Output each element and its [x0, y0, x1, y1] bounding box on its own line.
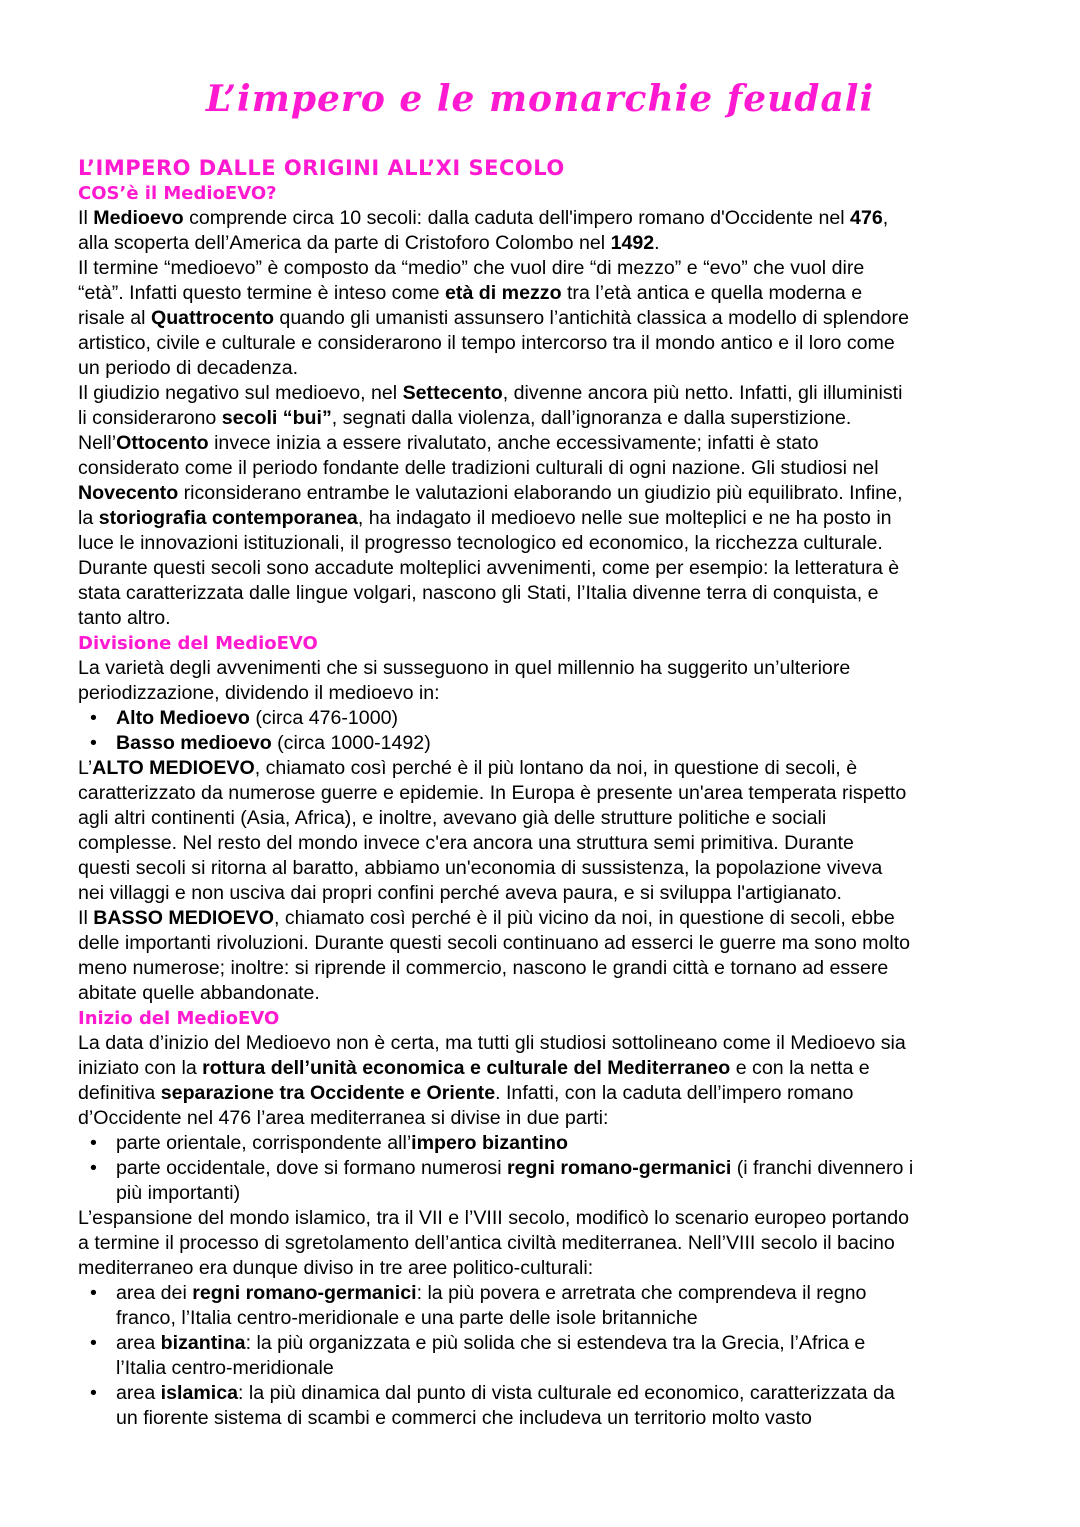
text: . Infatti, con la caduta dell’impero romano [495, 1082, 854, 1104]
bold-text: bizantina [160, 1332, 246, 1354]
text-line [78, 381, 1038, 406]
text: Il [78, 207, 94, 229]
text: complesse. Nel resto del mondo invece c'era ancora una struttura semi primitiva. Durante [78, 832, 854, 854]
text: agli altri continenti (Asia, Africa), e inoltre, avevano già delle strutture politiche e sociali [78, 807, 827, 829]
text-line [78, 856, 1038, 881]
bold-text: separazione tra Occidente e Oriente [160, 1082, 496, 1104]
text: la [78, 507, 99, 529]
text: , chiamato così perché è il più lontano da noi, in questione di secoli, è [254, 757, 858, 779]
bullet-continuation [78, 1181, 1038, 1206]
text-line [78, 406, 1038, 431]
section-heading [78, 156, 1038, 181]
subsection-heading [78, 181, 1038, 206]
bold-text: Settecento [402, 382, 503, 404]
bold-text: Novecento [78, 482, 179, 504]
text: li considerarono [78, 407, 222, 429]
bold-text: 476 [850, 207, 883, 229]
text-line [78, 956, 1038, 981]
text: comprende circa 10 secoli: dalla caduta dell'impero romano d'Occidente nel [183, 207, 851, 229]
text: Divisione del MedioEVO [78, 633, 318, 654]
text-line [78, 456, 1038, 481]
bullet-continuation [78, 1306, 1038, 1331]
text-line [78, 1106, 1038, 1131]
bold-text: Ottocento [116, 432, 209, 454]
text-line [78, 906, 1038, 931]
bold-text: impero bizantino [411, 1132, 568, 1154]
text-line [78, 581, 1038, 606]
text: Nell’ [78, 432, 117, 454]
bold-text: islamica [160, 1382, 239, 1404]
text: più importanti) [116, 1182, 241, 1204]
text: Il termine “medioevo” è composto da “medio” che vuol dire “di mezzo” e “evo” che vuol dire [78, 257, 865, 279]
text: (i franchi divennero i [731, 1157, 914, 1179]
text: caratterizzato da numerose guerre e epidemie. In Europa è presente un'area temperata rispetto [78, 782, 907, 804]
text: mediterraneo era dunque diviso in tre aree politico-culturali: [78, 1257, 594, 1279]
bold-text: storiografia contemporanea [98, 507, 358, 529]
text: L’IMPERO DALLE ORIGINI ALL’XI SECOLO [78, 156, 565, 180]
text: , divenne ancora più netto. Infatti, gli illuministi [502, 382, 903, 404]
text: questi secoli si ritorna al baratto, abbiamo un'economia di sussistenza, la popolazione viveva [78, 857, 883, 879]
bold-text: regni romano-germanici [507, 1157, 732, 1179]
subsection-heading [78, 1006, 1038, 1031]
text-line [78, 1256, 1038, 1281]
page-title: L’impero e le monarchie feudali [205, 78, 875, 120]
document-body [78, 156, 1038, 1431]
bold-text: Medioevo [93, 207, 184, 229]
bold-text: età di mezzo [445, 282, 562, 304]
text: quando gli umanisti assunsero l’antichità classica a modello di splendore [273, 307, 909, 329]
text-line [78, 681, 1038, 706]
text: meno numerose; inoltre: si riprende il commercio, nascono le grandi città e tornano ad essere [78, 957, 889, 979]
text: (circa 476-1000) [249, 707, 399, 729]
text: iniziato con la [78, 1057, 203, 1079]
bullet-item [78, 1131, 1038, 1156]
bold-text: rottura dell’unità economica e culturale del Mediterraneo [202, 1057, 731, 1079]
text-line [78, 756, 1038, 781]
bullet-item [78, 1381, 1038, 1406]
text: (circa 1000-1492) [271, 732, 431, 754]
text: area dei [116, 1282, 193, 1304]
text: Il [78, 907, 94, 929]
text: risale al [78, 307, 151, 329]
text-line [78, 981, 1038, 1006]
text-line [78, 481, 1038, 506]
text: riconsiderano entrambe le valutazioni elaborando un giudizio più equilibrato. Infine, [178, 482, 903, 504]
text-line [78, 781, 1038, 806]
text: definitiva [78, 1082, 161, 1104]
bold-text: 1492 [610, 232, 655, 254]
text: : la più povera e arretrata che comprendeva il regno [416, 1282, 867, 1304]
text: Durante questi secoli sono accadute molteplici avvenimenti, come per esempio: la letteratura è [78, 557, 900, 579]
bullet-item [78, 706, 1038, 731]
bold-text: BASSO MEDIOEVO [93, 907, 274, 929]
text: abitate quelle abbandonate. [78, 982, 320, 1004]
text: stata caratterizzata dalle lingue volgari, nascono gli Stati, l’Italia divenne terra di conquista, e [78, 582, 879, 604]
text-line [78, 831, 1038, 856]
text: Il giudizio negativo sul medioevo, nel [78, 382, 403, 404]
text: “età”. Infatti questo termine è inteso come [78, 282, 446, 304]
text: : la più dinamica dal punto di vista culturale ed economico, caratterizzata da [238, 1382, 895, 1404]
text-line [78, 306, 1038, 331]
text: L’espansione del mondo islamico, tra il VII e l’VIII secolo, modificò lo scenario europeo portando [78, 1207, 910, 1229]
text: parte occidentale, dove si formano numerosi [116, 1157, 507, 1179]
text: , [882, 207, 889, 229]
text: Inizio del MedioEVO [78, 1008, 280, 1029]
bold-text: regni romano-germanici [192, 1282, 417, 1304]
text: un periodo di decadenza. [78, 357, 299, 379]
text: , ha indagato il medioevo nelle sue molteplici e ne ha posto in [357, 507, 892, 529]
text-line [78, 931, 1038, 956]
text-line [78, 356, 1038, 381]
text-line [78, 806, 1038, 831]
bullet-item [78, 1281, 1038, 1306]
text: tra l’età antica e quella moderna e [561, 282, 863, 304]
text: L’ [78, 757, 93, 779]
text: considerato come il periodo fondante delle tradizioni culturali di ogni nazione. Gli studiosi nel [78, 457, 879, 479]
bullet-item [78, 1331, 1038, 1356]
text-line [78, 281, 1038, 306]
text: area [116, 1382, 161, 1404]
text: franco, l’Italia centro-meridionale e una parte delle isole britanniche [116, 1307, 698, 1329]
bold-text: ALTO MEDIOEVO [92, 757, 255, 779]
text-line [78, 1231, 1038, 1256]
bullet-continuation [78, 1406, 1038, 1431]
text: invece inizia a essere rivalutato, anche eccessivamente; infatti è stato [208, 432, 819, 454]
text: artistico, civile e culturale e considerarono il tempo intercorso tra il mondo antico e il loro come [78, 332, 895, 354]
text-line [78, 531, 1038, 556]
text-line [78, 1056, 1038, 1081]
text: tanto altro. [78, 607, 171, 629]
text: l’Italia centro-meridionale [116, 1357, 334, 1379]
text: La data d’inizio del Medioevo non è certa, ma tutti gli studiosi sottolineano come il Medioevo sia [78, 1032, 906, 1054]
text: delle importanti rivoluzioni. Durante questi secoli continuano ad esserci le guerre ma sono molto [78, 932, 911, 954]
bold-text: secoli “bui” [221, 407, 332, 429]
text: a termine il processo di sgretolamento dell’antica civiltà mediterranea. Nell’VIII secolo il bacino [78, 1232, 895, 1254]
bold-text: Alto Medioevo [116, 707, 250, 729]
text-line [78, 231, 1038, 256]
bold-text: Quattrocento [150, 307, 274, 329]
text-line [78, 1081, 1038, 1106]
text-line [78, 331, 1038, 356]
text-line [78, 606, 1038, 631]
subsection-heading [78, 631, 1038, 656]
text: nei villaggi e non usciva dai propri confini perché aveva paura, e si sviluppa l'artigianato. [78, 882, 842, 904]
bold-text: Basso medioevo [116, 732, 272, 754]
bullet-item [78, 731, 1038, 756]
bullet-item [78, 1156, 1038, 1181]
text: periodizzazione, dividendo il medioevo in: [78, 682, 440, 704]
text: alla scoperta dell’America da parte di Cristoforo Colombo nel [78, 232, 611, 254]
text: area [116, 1332, 161, 1354]
text-line [78, 556, 1038, 581]
text-line [78, 881, 1038, 906]
text-line [78, 1031, 1038, 1056]
text-line [78, 206, 1038, 231]
text-line [78, 1206, 1038, 1231]
text: luce le innovazioni istituzionali, il progresso tecnologico ed economico, la ricchezza culturale. [78, 532, 883, 554]
text-line [78, 431, 1038, 456]
text: un fiorente sistema di scambi e commerci che includeva un territorio molto vasto [116, 1407, 812, 1429]
text: : la più organizzata e più solida che si estendeva tra la Grecia, l’Africa e [245, 1332, 866, 1354]
text: , chiamato così perché è il più vicino da noi, in questione di secoli, ebbe [273, 907, 895, 929]
text: La varietà degli avvenimenti che si susseguono in quel millennio ha suggerito un’ulteriore [78, 657, 851, 679]
text: e con la netta e [730, 1057, 870, 1079]
text: d’Occidente nel 476 l’area mediterranea si divise in due parti: [78, 1107, 609, 1129]
text: , segnati dalla violenza, dall’ignoranza e dalla superstizione. [331, 407, 852, 429]
bullet-continuation [78, 1356, 1038, 1381]
text-line [78, 506, 1038, 531]
text-line [78, 256, 1038, 281]
text-line [78, 656, 1038, 681]
text: COS’è il MedioEVO? [78, 183, 277, 204]
text: . [654, 232, 660, 254]
text: parte orientale, corrispondente all’ [116, 1132, 412, 1154]
